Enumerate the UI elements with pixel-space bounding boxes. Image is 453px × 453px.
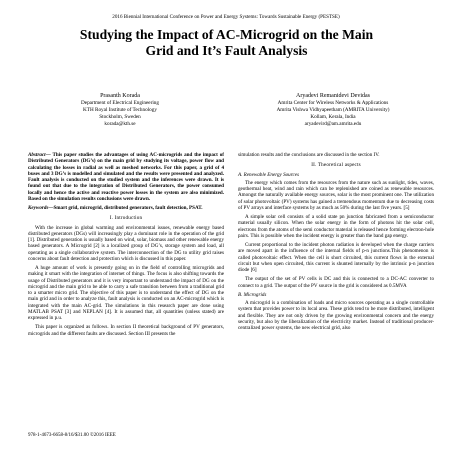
author-affiliation: Department of Electrical Engineering (81, 100, 159, 106)
author-block-1 (30, 93, 210, 128)
paragraph: A huge amount of work is presently going on in the field of controlling microgrids and making it smart with the integration of internet of things. The focus is also shifting towards the usage of Distributed generators and it is very important to understand the impact of DG on the microgrid and the main grid to be able to carry a safe transition between from a traditional grid to a smarter micro grid. The objective of this paper is to understand the effect of DG on the main grid and in order to analyze this, fault analysis is conducted on an AC-microgrid which is integrated with the main AC-grid. The simulations in this research paper are done using MATLAB PSAT [3] and NEPLAN [4]. It is assumed that, all quantities (unless stated) are expressed in p.u. (28, 265, 224, 321)
author-institution: Amrita Vishwa Vidhyapeetham (AMRITA University) (276, 107, 390, 113)
author-location: Kollam, Kerala, India (310, 114, 356, 120)
author-email: korada@kth.se (104, 121, 136, 127)
conference-header: 2016 Biennial International Conference on Power and Energy Systems: Towards Sustainable Energy (PESTSE) (112, 14, 340, 20)
paragraph: Current proportional to the incident photon radiation is developed when the charge carriers are moved apart in the influence of the internal fields of p-n junctions.This phenomenon is called photovoltaic effect. When the cell is short circuited, this current flows in the external circuit but when open circuited, this current is shunted internally by the intrinsic p-n junction diode [6] (238, 242, 434, 273)
subsection-heading-microgrids: B. Microgrids (238, 291, 267, 298)
subsection-heading-renewable: A. Renewable Energy Sources (238, 171, 300, 178)
right-column (238, 152, 434, 334)
abstract-text: — This paper studies the advantages of using AC-microgrids and the impact of Distributed Generators (DG’s) on the main grid by studying its voltage, power flow and calculating the losses in radial as well as meshed networks. For this paper, a grid of 4 buses and 3 DG’s is modelled and simulated and the results were presented and analyzed. Fault analysis is conducted on the studied system and the inferences were drawn. It is found out that due to the integration of Distributed Generators, the power consumed locally and hence the active and reactive power losses in the system are also minimized. Based on the simulation results conclusions were drawn. (28, 152, 224, 202)
author-institution: KTH Royal Institute of Technology (83, 107, 157, 113)
keywords-text: —Smart grid, microgrid, distributed generators, fault detection, PSAT. (48, 205, 203, 211)
paragraph: A microgrid is a combination of loads and micro sources operating as a single controllable system that provides power to its local area. These grids tend to be more distributed, intelligent and flexible. They are not only driven by the growing environmental concern and the energy security, but also by the liberalization of the electricity market. Instead of traditional producer-centralized power systems, the new electrical grid, also (238, 300, 434, 331)
abstract-lead: Abstract (28, 152, 46, 158)
keywords-lead: Keywords (28, 205, 49, 211)
paragraph: With the increase in global warming and environmental issues, renewable energy based distributed generators (DGs) will increasingly play a dominant role in the operation of the grid [1]. Distributed generation is usually based on wind, solar, biomass and other renewable energy based generators. A Microgrid [2] is a localized group of DG’s, storage system and load, all operating as a single collaborative system. The interconnection of the DG to utility grid raises concerns about fault detection and protection which is discussed in this paper. (28, 224, 224, 262)
title-line-2: Grid and It’s Fault Analysis (145, 43, 308, 58)
author-affiliation: Amrita Center for Wireless Networks & Applications (277, 100, 389, 106)
section-heading-theoretical: II. Theoretical aspects (311, 162, 361, 169)
author-location: Stockholm, Sweden (99, 114, 141, 120)
paragraph: simulation results and the conclusions are discussed in the section IV. (238, 152, 380, 158)
paper-title (20, 27, 433, 59)
keywords (28, 205, 224, 211)
author-name: Aryadevi Remanidevi Devidas (296, 93, 370, 99)
copyright-footer: 978-1-4673-6658-8/16/$31.00 ©2016 IEEE (28, 433, 116, 438)
abstract (28, 152, 224, 202)
section-heading-introduction: I. Introduction (109, 215, 143, 222)
author-email: aryadevird@am.amrita.edu (304, 121, 362, 127)
author-block-2 (238, 93, 428, 128)
paragraph: The output of the set of PV cells is DC and this is connected to a DC-AC converter to connect to a grid. The output of the PV source in the grid is considered as 0.5MVA (238, 276, 434, 289)
author-name: Prasanth Korada (100, 93, 140, 99)
left-column (28, 152, 224, 340)
paragraph: This paper is organized as follows. In section II theoretical background of PV generators, microgrids and the different faults are discussed. Section III presents the (28, 324, 224, 337)
paragraph: The energy which comes from the resources from the nature such as sunlight, tides, waves, geothermal heat, wind and rain which can be replenished are coined as renewable resources. Amongst the naturally available energy sources, solar is the most prominent one. The utilization of solar photovoltaic (PV) systems has gained a tremendous momentum due to decreasing costs of PV arrays and interface systems by as much as 50% during the last five years. [5] (238, 179, 434, 211)
paragraph: A simple solar cell consists of a solid state pn junction fabricated from a semiconductor material usually silicon. When the solar energy in the form of photons hit the solar cell, electrons from the atoms of the semi conductor material is released hence forming electron-hole pairs. This is possible when the incident energy is greater than the band gap energy. (238, 214, 434, 239)
title-line-1: Studying the Impact of AC-Microgrid on the Main (79, 27, 374, 42)
